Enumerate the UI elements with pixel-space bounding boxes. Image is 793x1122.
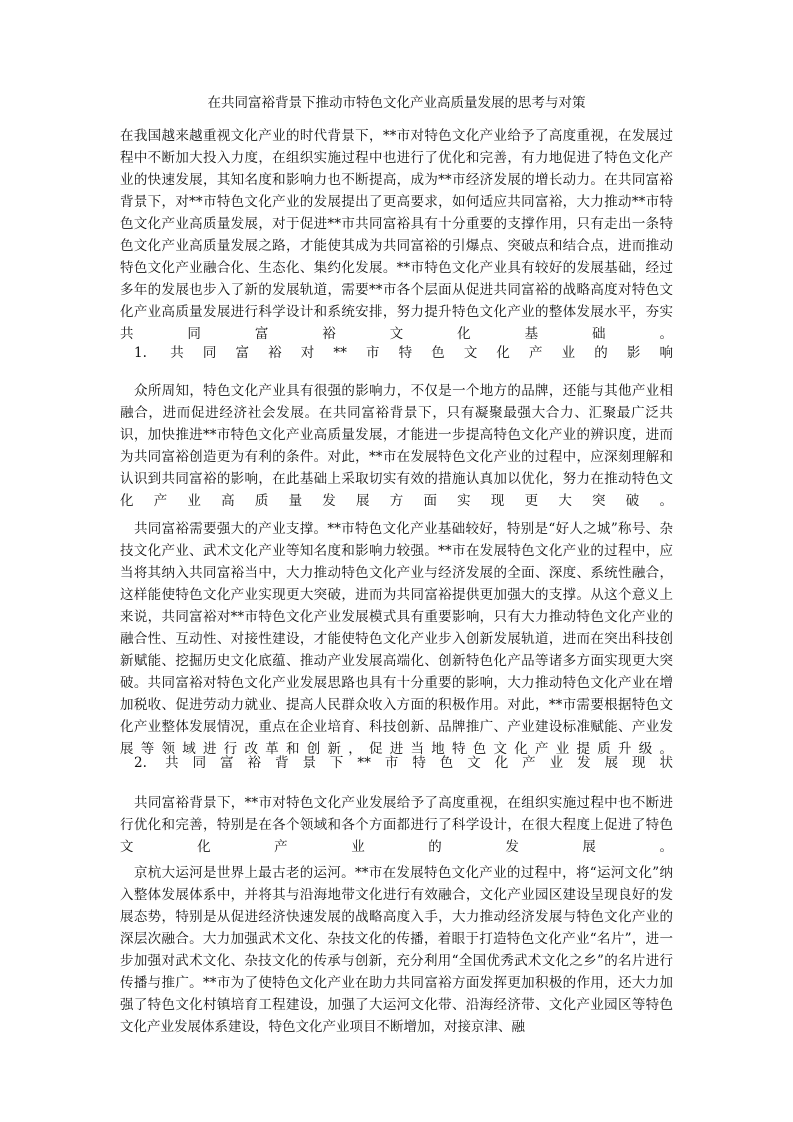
section-2-paragraph-1: 共同富裕背景下，**市对特色文化产业发展给予了高度重视，在组织实施过程中也不断进行优化和完善，特别是在各个领域和各个方面都进行了科学设计，在很大程度上促进了特色文化产业的发展。	[120, 795, 673, 855]
document-title: 在共同富裕背景下推动市特色文化产业高质量发展的思考与对策	[207, 95, 586, 111]
section-1-heading: 1. 共同富裕对**市特色文化产业的影响	[134, 345, 673, 361]
intro-paragraph: 在我国越来越重视文化产业的时代背景下，**市对特色文化产业给予了高度重视，在发展过程中不断加大投入力度，在组织实施过程中也进行了优化和完善，有力地促进了特色文化产业的快速发展，其知名度和影响力也不断提高，成为**市经济发展的增长动力。在共同富裕背景下，对**市特色文化产业的发展提出了更高要求，如何适应共同富裕，大力推动**市特色文化产业高质量发展，对于促进**市共同富裕具有十分重要的支撑作用，只有走出一条特色文化产业高质量发展之路，才能使其成为共同富裕的引爆点、突破点和结合点，进而推动特色文化产业融合化、生态化、集约化发展。**市特色文化产业具有较好的发展基础，经过多年的发展也步入了新的发展轨道，需要**市各个层面从促进共同富裕的战略高度对特色文化产业高质量发展进行科学设计和系统安排，努力提升特色文化产业的整体发展水平，夯实共同富裕文化基础。	[120, 128, 673, 342]
section-2-paragraph-2: 京杭大运河是世界上最古老的运河。**市在发展特色文化产业的过程中，将“运河文化”纳入整体发展体系中，并将其与沿海地带文化进行有效融合，文化产业园区建设呈现良好的发展态势，特别是从促进经济快速发展的战略高度入手，大力推动经济发展与特色文化产业的深层次融合。大力加强武术文化、杂技文化的传播，着眼于打造特色文化产业“名片”，进一步加强对武术文化、杂技文化的传承与创新，充分利用“全国优秀武术文化之乡”的名片进行传播与推广。**市为了使特色文化产业在助力共同富裕方面发挥更加积极的作用，还大力加强了特色文化村镇培育工程建设，加强了大运河文化带、沿海经济带、文化产业园区等特色文化产业发展体系建设，特色文化产业项目不断增加，对接京津、融	[120, 865, 673, 1035]
section-1-paragraph-2: 共同富裕需要强大的产业支撑。**市特色文化产业基础较好，特别是“好人之城”称号、杂技文化产业、武术文化产业等知名度和影响力较强。**市在发展特色文化产业的过程中，应当将其纳入共同富裕当中，大力推动特色文化产业与经济发展的全面、深度、系统性融合，这样能使特色文化产业实现更大突破，进而为共同富裕提供更加强大的支撑。从这个意义上来说，共同富裕对**市特色文化产业发展模式具有重要影响，只有大力推动特色文化产业的融合性、互动性、对接性建设，才能使特色文化产业步入创新发展轨道，进而在突出科技创新赋能、挖掘历史文化底蕴、推动产业发展高端化、创新特色化产品等诸多方面实现更大突破。共同富裕对特色文化产业发展思路也具有十分重要的影响，大力推动特色文化产业在增加税收、促进劳动力就业、提高人民群众收入方面的积极作用。对此，**市需要根据特色文化产业整体发展情况，重点在企业培育、科技创新、品牌推广、产业建设标准赋能、产业发展等领域进行改革和创新，促进当地特色文化产业提质升级。	[120, 521, 673, 757]
section-1-paragraph-1: 众所周知，特色文化产业具有很强的影响力，不仅是一个地方的品牌，还能与其他产业相融合，进而促进经济社会发展。在共同富裕背景下，只有凝聚最强大合力、汇聚最广泛共识，加快推进**市特色文化产业高质量发展，才能进一步提高特色文化产业的辨识度，进而为共同富裕创造更为有利的条件。对此，**市在发展特色文化产业的过程中，应深刻理解和认识到共同富裕的影响，在此基础上采取切实有效的措施认真加以优化，努力在推动特色文化产业高质量发展方面实现更大突破。	[120, 383, 673, 509]
section-2-heading: 2. 共同富裕背景下**市特色文化产业发展现状	[134, 755, 673, 771]
